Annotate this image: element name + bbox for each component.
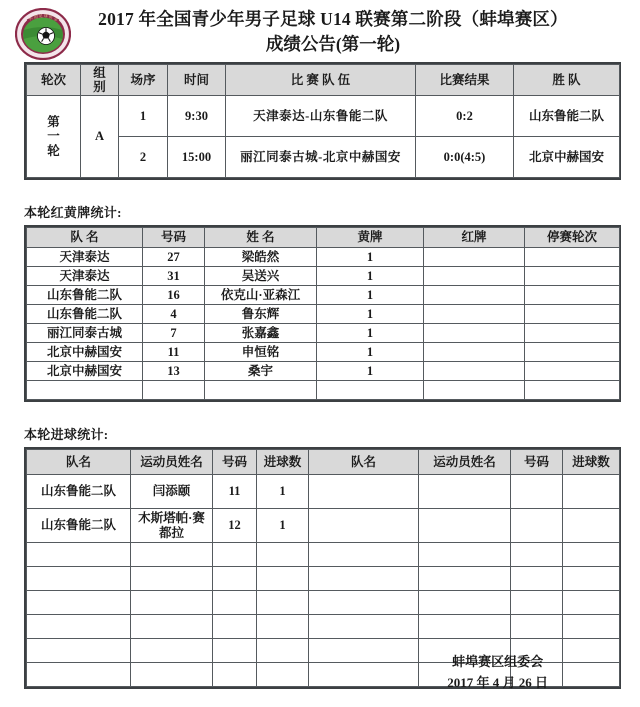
cards-cell-suspension [525, 248, 620, 267]
schedule-order-cell: 2 [119, 137, 168, 178]
cards-cell-number: 7 [143, 324, 205, 343]
cards-cell-name: 吴送兴 [205, 267, 317, 286]
svg-text:协: 协 [49, 15, 53, 19]
table-row [27, 248, 620, 267]
cards-cell-number: 11 [143, 343, 205, 362]
cards-header-team: 队 名 [27, 228, 143, 248]
table-row [27, 475, 620, 509]
cards-cell-suspension [525, 324, 620, 343]
goals-cell-count-left: 1 [257, 475, 309, 509]
cards-cell-suspension [525, 267, 620, 286]
goals-cell-team-right [309, 509, 419, 543]
goals-cell-player-left [131, 567, 213, 591]
goals-cell-count-right [563, 591, 620, 615]
cards-table-body [27, 248, 620, 400]
schedule-table [26, 64, 620, 178]
cards-cell-number: 31 [143, 267, 205, 286]
cards-cell-suspension [525, 343, 620, 362]
cards-cell-name: 鲁东辉 [205, 305, 317, 324]
goals-cell-number-left [213, 591, 257, 615]
issue-date: 2017 年 4 月 26 日 [447, 675, 548, 690]
cards-cell-team: 山东鲁能二队 [27, 305, 143, 324]
cards-cell-red [424, 362, 525, 381]
cards-cell-suspension [525, 362, 620, 381]
goals-cell-count-left [257, 591, 309, 615]
goals-cell-number-right [511, 543, 563, 567]
schedule-header-teams: 比 赛 队 伍 [226, 65, 416, 96]
cards-cell-red [424, 343, 525, 362]
goals-cell-team-right [309, 639, 419, 663]
cards-cell-yellow: 1 [317, 362, 424, 381]
goals-cell-number-left [213, 615, 257, 639]
goals-cell-count-right [563, 615, 620, 639]
goals-cell-count-right [563, 543, 620, 567]
goals-section-label: 本轮进球统计: [24, 427, 109, 442]
goals-cell-number-left [213, 663, 257, 687]
document-header [0, 0, 640, 62]
cards-cell-red [424, 324, 525, 343]
cards-cell-number: 16 [143, 286, 205, 305]
cards-cell-name: 梁皓然 [205, 248, 317, 267]
cards-cell-red [424, 381, 525, 400]
schedule-winner-cell: 山东鲁能二队 [514, 96, 620, 137]
cards-table-wrapper [24, 225, 621, 402]
goals-cell-player-left [131, 543, 213, 567]
goals-cell-number-right [511, 615, 563, 639]
goals-cell-number-right [511, 591, 563, 615]
table-row [27, 305, 620, 324]
cards-cell-number [143, 381, 205, 400]
table-row [27, 381, 620, 400]
goals-header-number-right: 号码 [511, 450, 563, 475]
goals-cell-player-left: 闫添颐 [131, 475, 213, 509]
schedule-teams-cell: 丽江同泰古城-北京中赫国安 [226, 137, 416, 178]
goals-cell-number-right [511, 567, 563, 591]
svg-text:会: 会 [54, 17, 58, 21]
table-row [27, 96, 620, 137]
cards-cell-yellow: 1 [317, 248, 424, 267]
cards-cell-number: 4 [143, 305, 205, 324]
svg-text:中: 中 [29, 17, 33, 21]
goals-cell-player-left [131, 663, 213, 687]
goals-cell-team-left [27, 591, 131, 615]
cards-cell-number: 27 [143, 248, 205, 267]
table-row [27, 343, 620, 362]
cards-section-label: 本轮红黄牌统计: [24, 205, 122, 220]
goals-cell-team-left: 山东鲁能二队 [27, 509, 131, 543]
goals-cell-player-right [419, 509, 511, 543]
table-row [27, 567, 620, 591]
cards-cell-red [424, 267, 525, 286]
goals-cell-player-right [419, 615, 511, 639]
goals-cell-player-left [131, 591, 213, 615]
table-row [27, 591, 620, 615]
schedule-header-result: 比赛结果 [416, 65, 514, 96]
svg-text:国: 国 [34, 15, 38, 19]
cards-cell-name: 桑宇 [205, 362, 317, 381]
goals-cell-count-left [257, 615, 309, 639]
page-title-line1: 2017 年全国青少年男子足球 U14 联赛第二阶段（蚌埠赛区） [98, 9, 568, 29]
schedule-header-row [27, 65, 620, 96]
goals-cell-count-right [563, 639, 620, 663]
cards-cell-yellow: 1 [317, 305, 424, 324]
schedule-header-winner: 胜 队 [514, 65, 620, 96]
schedule-round-cell [27, 96, 81, 178]
round-char-1: 第 [47, 114, 60, 129]
goals-cell-team-left: 山东鲁能二队 [27, 475, 131, 509]
svg-text:足: 足 [39, 14, 43, 18]
schedule-time-cell: 15:00 [168, 137, 226, 178]
goals-cell-team-right [309, 615, 419, 639]
schedule-result-cell: 0:2 [416, 96, 514, 137]
cards-header-name: 姓 名 [205, 228, 317, 248]
schedule-group-cell: A [81, 96, 119, 178]
cards-cell-yellow: 1 [317, 324, 424, 343]
cards-cell-yellow [317, 381, 424, 400]
table-row [27, 324, 620, 343]
goals-cell-number-left [213, 639, 257, 663]
goals-cell-count-left [257, 663, 309, 687]
goals-header-count-left: 进球数 [257, 450, 309, 475]
schedule-winner-cell: 北京中赫国安 [514, 137, 620, 178]
goals-header-row [27, 450, 620, 475]
table-row [27, 509, 620, 543]
cards-cell-suspension [525, 305, 620, 324]
schedule-header-round: 轮次 [27, 65, 81, 96]
goals-header-player-right: 运动员姓名 [419, 450, 511, 475]
cards-cell-team: 天津泰达 [27, 267, 143, 286]
goals-cell-player-left [131, 639, 213, 663]
goals-cell-team-right [309, 475, 419, 509]
cards-cell-team: 北京中赫国安 [27, 362, 143, 381]
schedule-order-cell: 1 [119, 96, 168, 137]
round-char-2: 一 [47, 129, 60, 144]
table-row [27, 543, 620, 567]
table-row [27, 267, 620, 286]
football-association-emblem-icon [15, 8, 71, 60]
schedule-table-wrapper [24, 62, 621, 180]
cards-header-row [27, 228, 620, 248]
goals-cell-player-right [419, 567, 511, 591]
goals-cell-number-right [511, 475, 563, 509]
table-row [27, 286, 620, 305]
goals-cell-number-left [213, 543, 257, 567]
goals-cell-team-left [27, 663, 131, 687]
cards-header-suspension: 停赛轮次 [525, 228, 620, 248]
cards-cell-yellow: 1 [317, 286, 424, 305]
logo-container [0, 6, 86, 60]
schedule-time-cell: 9:30 [168, 96, 226, 137]
goals-cell-count-right [563, 663, 620, 687]
title-block [86, 6, 640, 56]
cards-header-yellow: 黄牌 [317, 228, 424, 248]
goals-cell-player-left [131, 615, 213, 639]
page-title-line2: 成绩公告(第一轮) [265, 34, 401, 54]
table-row [27, 615, 620, 639]
cards-cell-suspension [525, 286, 620, 305]
cards-cell-yellow: 1 [317, 343, 424, 362]
goals-cell-team-right [309, 543, 419, 567]
goals-cell-team-left [27, 615, 131, 639]
cards-header-number: 号码 [143, 228, 205, 248]
goals-cell-team-left [27, 639, 131, 663]
cards-table [26, 227, 620, 400]
cards-cell-red [424, 286, 525, 305]
goals-cell-player-left: 木斯塔帕·赛都拉 [131, 509, 213, 543]
goals-cell-player-right [419, 543, 511, 567]
goals-cell-count-right [563, 475, 620, 509]
goals-cell-number-left [213, 567, 257, 591]
cards-cell-team [27, 381, 143, 400]
goals-header-player-left: 运动员姓名 [131, 450, 213, 475]
organizer-name: 蚌埠赛区组委会 [452, 654, 544, 669]
schedule-header-time: 时间 [168, 65, 226, 96]
round-char-3: 轮 [47, 143, 60, 158]
cards-cell-name [205, 381, 317, 400]
goals-cell-team-left [27, 543, 131, 567]
goals-cell-player-right [419, 591, 511, 615]
goals-header-count-right: 进球数 [563, 450, 620, 475]
goals-cell-count-left: 1 [257, 509, 309, 543]
cards-cell-suspension [525, 381, 620, 400]
cards-cell-name: 张嘉鑫 [205, 324, 317, 343]
goals-cell-team-right [309, 663, 419, 687]
goals-cell-team-right [309, 567, 419, 591]
goals-cell-count-left [257, 567, 309, 591]
svg-text:球: 球 [44, 14, 48, 18]
goals-cell-count-right [563, 509, 620, 543]
cards-cell-name: 依克山·亚森江 [205, 286, 317, 305]
footer-signature [447, 651, 548, 693]
cards-cell-name: 申恒铭 [205, 343, 317, 362]
cards-cell-yellow: 1 [317, 267, 424, 286]
goals-header-number-left: 号码 [213, 450, 257, 475]
cards-cell-team: 山东鲁能二队 [27, 286, 143, 305]
goals-header-team-left: 队名 [27, 450, 131, 475]
goals-cell-count-left [257, 543, 309, 567]
cards-header-red: 红牌 [424, 228, 525, 248]
cards-cell-team: 丽江同泰古城 [27, 324, 143, 343]
table-row [27, 362, 620, 381]
cards-cell-red [424, 248, 525, 267]
goals-cell-team-right [309, 591, 419, 615]
goals-cell-number-right [511, 509, 563, 543]
schedule-header-order: 场序 [119, 65, 168, 96]
cards-cell-number: 13 [143, 362, 205, 381]
goals-cell-count-right [563, 567, 620, 591]
cards-cell-red [424, 305, 525, 324]
goals-cell-player-right [419, 475, 511, 509]
goals-cell-count-left [257, 639, 309, 663]
goals-cell-number-left: 11 [213, 475, 257, 509]
schedule-teams-cell: 天津泰达-山东鲁能二队 [226, 96, 416, 137]
cards-cell-team: 天津泰达 [27, 248, 143, 267]
schedule-result-cell: 0:0(4:5) [416, 137, 514, 178]
schedule-header-group: 组 别 [81, 65, 119, 96]
goals-cell-team-left [27, 567, 131, 591]
goals-header-team-right: 队名 [309, 450, 419, 475]
goals-cell-number-left: 12 [213, 509, 257, 543]
cards-cell-team: 北京中赫国安 [27, 343, 143, 362]
